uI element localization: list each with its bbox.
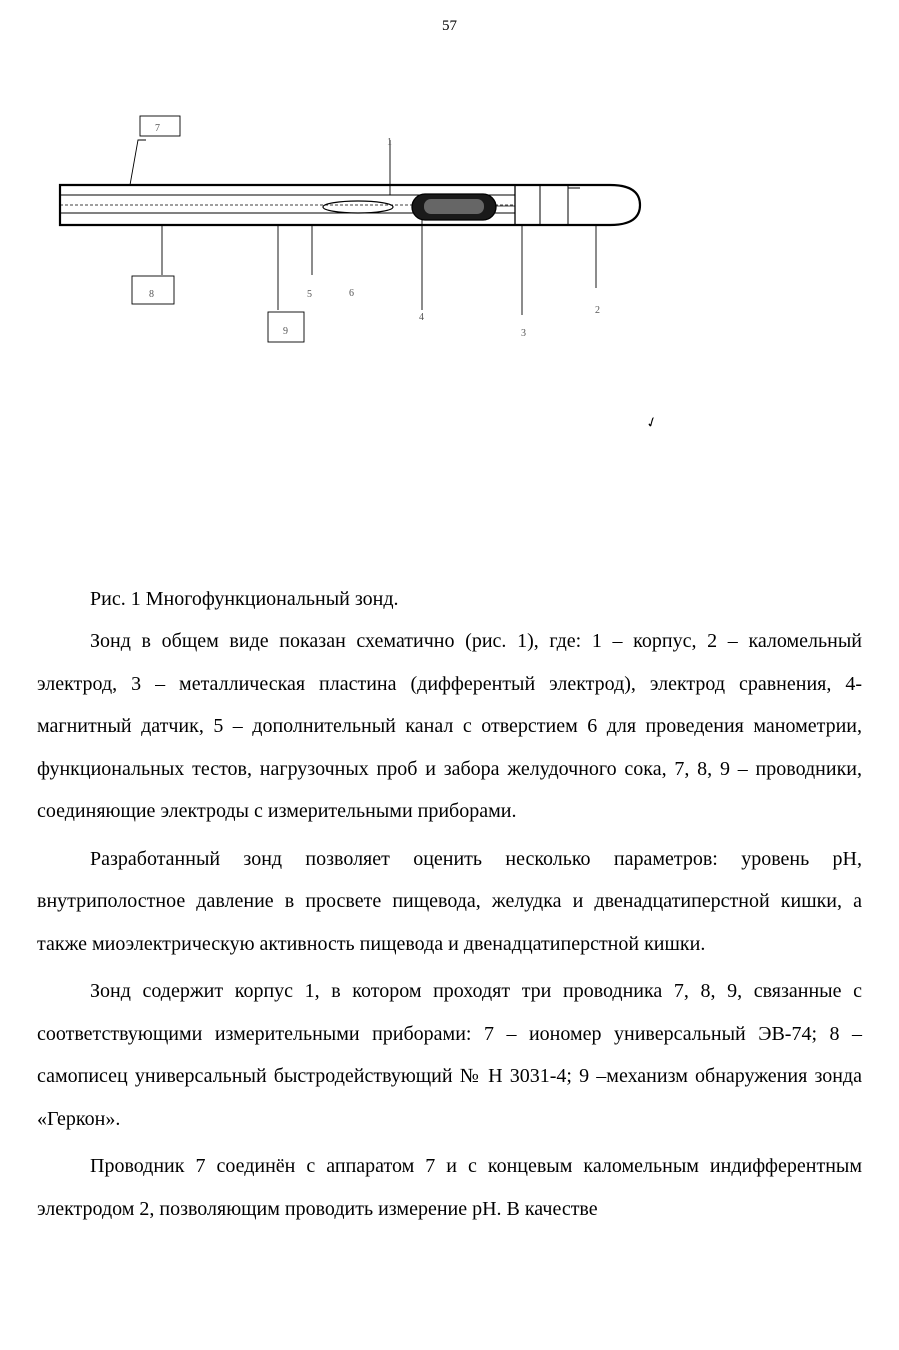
- label-6: 6: [349, 288, 354, 299]
- label-9: 9: [283, 326, 288, 337]
- probe-body: [60, 185, 640, 225]
- label-2: 2: [595, 305, 600, 316]
- stray-mark: ✓: [643, 412, 660, 432]
- callout-labels: [149, 123, 600, 339]
- probe-diagram: [50, 100, 670, 360]
- paragraph: Проводник 7 соединён с аппаратом 7 и с концевым каломельным индифферентным электродом 2, позволяющим проводить измерение pH. В качестве: [37, 1155, 862, 1220]
- paragraph: Зонд содержит корпус 1, в котором проходят три проводника 7, 8, 9, связанные с соответствующими измерительными приборами: 7 – иономер универсальный ЭВ-74; 8 – самописец универсальный быстродействующий № Н 3031-4; 9 –механизм обнаружения зонда «Геркон».: [37, 980, 862, 1130]
- paragraph: Разработанный зонд позволяет оценить несколько параметров: уровень pH, внутриполостное давление в просвете пищевода, желудка и двенадцатиперстной кишки, а также миоэлектрическую активность пищевода и двенадцатиперстной кишки.: [37, 847, 862, 955]
- label-7: 7: [155, 123, 160, 134]
- page-number: 57: [442, 18, 457, 34]
- label-3: 3: [521, 328, 526, 339]
- paragraph: Зонд в общем виде показан схематично (рис. 1), где: 1 – корпус, 2 – каломельный электрод, 3 – металлическая пластина (дифферентый электрод), электрод сравнения, 4- магнитный датчик, 5 – дополнительный канал с отверстием 6 для проведения манометрии, функциональных тестов, нагрузочных проб и забора желудочного сока, 7, 8, 9 – проводники, соединяющие электроды с измерительными приборами.: [37, 630, 862, 822]
- label-5: 5: [307, 289, 312, 300]
- body-text: [37, 620, 862, 1235]
- label-4: 4: [419, 312, 424, 323]
- label-1: 1: [387, 137, 392, 148]
- leader-lines: [130, 140, 596, 315]
- figure-caption: Рис. 1 Многофункциональный зонд.: [90, 588, 399, 610]
- label-8: 8: [149, 289, 154, 300]
